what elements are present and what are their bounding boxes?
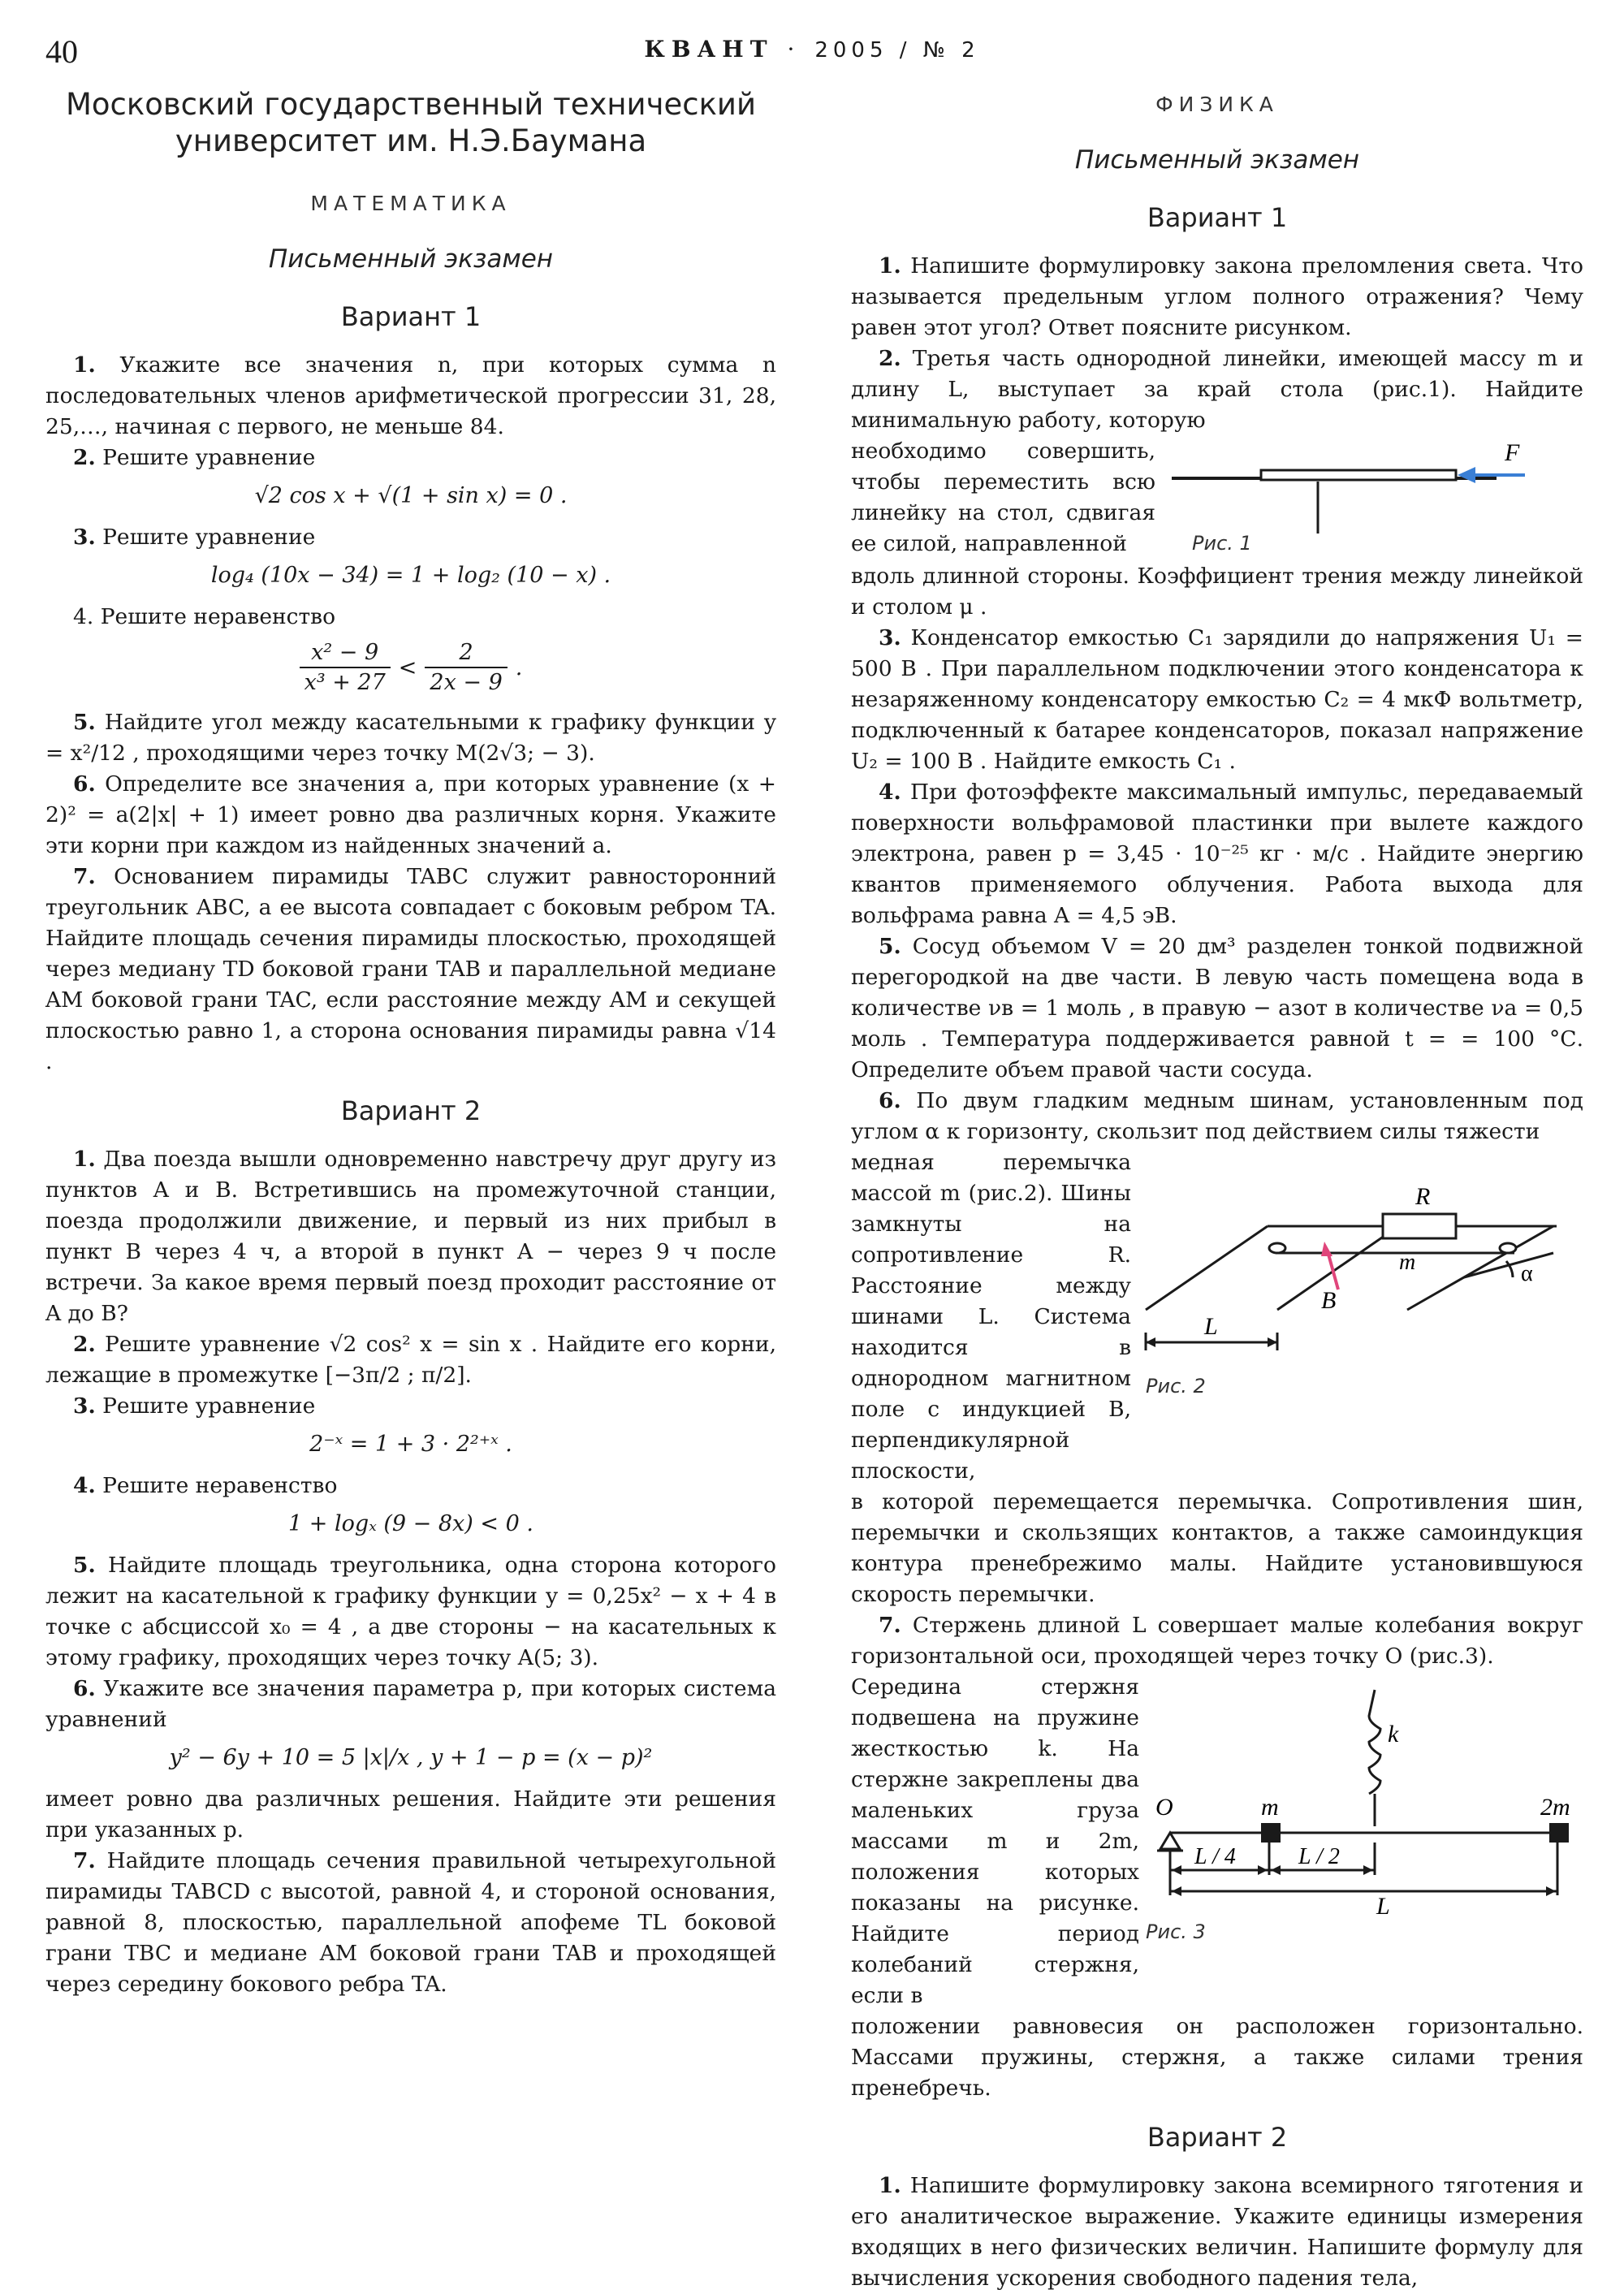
variant-2-math-title: Вариант 2 bbox=[340, 1095, 482, 1126]
variant-1-physics-title: Вариант 1 bbox=[1147, 202, 1288, 233]
figure-1-caption: Рис. 1 bbox=[1192, 532, 1252, 555]
arrowhead-icon bbox=[1363, 1865, 1373, 1875]
contact-right bbox=[1500, 1243, 1516, 1253]
running-header bbox=[0, 36, 1624, 63]
university-line-2: университет им. Н.Э.Баумана bbox=[175, 123, 647, 158]
math-v2-formula-3: 2⁻ˣ = 1 + 3 · 2²⁺ˣ . bbox=[309, 1432, 512, 1457]
fraction-denominator: x³ + 27 bbox=[300, 667, 391, 698]
crossbar-mass-label: m bbox=[1399, 1250, 1416, 1275]
math-v1-problem-4: 4. Решите неравенство bbox=[73, 604, 336, 629]
phys-v1-problem-7-with-figure bbox=[851, 1672, 1583, 2011]
physics-column bbox=[851, 81, 1583, 2294]
figure-1-drawing bbox=[1155, 436, 1578, 558]
mass-2m-label: 2m bbox=[1540, 1794, 1570, 1821]
issue-number: 2005 / № 2 bbox=[814, 38, 980, 63]
force-label: F bbox=[1505, 439, 1520, 466]
phys-v1-problem-2: 2. Третья часть однородной линейки, имеющей массу m и длину L, выступает за край стола (рис.1). Найдите минимальную работу, которую bbox=[851, 346, 1583, 433]
resistor-label: R bbox=[1415, 1183, 1431, 1210]
figure-3 bbox=[1139, 1672, 1583, 1951]
phys-v1-problem-2-end: вдоль длинной стороны. Коэффициент трения между линейкой и столом μ . bbox=[851, 564, 1583, 620]
math-v1-problem-7: 7. Основанием пирамиды TABC служит равносторонний треугольник ABC, а ее высота совпадает с боковым ребром TA. Найдите площадь сечения пирамиды плоскостью, проходящей через медиану TD боковой грани TAB и параллельной медиане AM боковой грани TAC, если расстояние между AM и секущей плоскостью равно 1, а сторона основания пирамиды равна √14 . bbox=[45, 864, 776, 1074]
ruler-shape bbox=[1261, 470, 1456, 480]
subject-heading-math: МАТЕМАТИКА bbox=[310, 192, 512, 215]
less-than-sign: < bbox=[398, 655, 417, 680]
dim-arrowhead-left-icon bbox=[1146, 1337, 1155, 1347]
math-v2-problem-1: 1. Два поезда вышли одновременно навстречу друг другу из пунктов A и B. Встретившись на промежуточной станции, поезда продолжили движение, и первый из них прибыл в пункт B через 4 ч, а второй в пункт A − через 9 ч после встречи. За какое время первый поезд проходит расстояние от A до B? bbox=[45, 1147, 776, 1326]
variant-2-physics-title: Вариант 2 bbox=[1147, 2122, 1288, 2153]
phys-v1-problem-6-with-figure bbox=[851, 1147, 1583, 1487]
magnetic-field-arrowhead-icon bbox=[1321, 1242, 1332, 1256]
phys-v1-problem-7-wrap: Середина стержня подвешена на пружине жесткостью k. На стержне закреплены два маленьких груза массами m и 2m, положения которых показаны на рисунке. Найдите период колебаний стержня, если в bbox=[851, 1674, 1139, 2008]
math-v1-problem-6: 6. Определите все значения a, при которых уравнение (x + 2)² = a(2|x| + 1) имеет ровно два различных корня. Укажите эти корни при каждом из найденных значений a. bbox=[45, 771, 776, 858]
math-v1-problem-5: 5. Найдите угол между касательными к графику функции y = x²/12 , проходящими через точку M(2√3; − 3). bbox=[45, 710, 776, 766]
math-v2-problem-4: 4. Решите неравенство bbox=[73, 1473, 338, 1498]
math-column bbox=[45, 81, 776, 2000]
force-arrowhead-icon bbox=[1458, 467, 1475, 483]
math-v1-problem-3: 3. Решите уравнение bbox=[73, 525, 316, 550]
math-v1-formula-4 bbox=[45, 639, 776, 698]
phys-v1-problem-6: 6. По двум гладким медным шинам, установленным под углом α к горизонту, скользит под действием силы тяжести bbox=[851, 1088, 1583, 1144]
full-length-label: L bbox=[1376, 1893, 1390, 1920]
induction-label: B bbox=[1321, 1287, 1337, 1314]
mass-2m-block bbox=[1549, 1823, 1569, 1843]
exam-heading-math: Письменный экзамен bbox=[268, 244, 554, 274]
university-line-1: Московский государственный технический bbox=[65, 87, 757, 122]
math-v1-formula-3: log₄ (10x − 34) = 1 + log₂ (10 − x) . bbox=[210, 563, 611, 588]
phys-v1-problem-3: 3. Конденсатор емкостью C₁ зарядили до напряжения U₁ = 500 В . При параллельном подключении этого конденсатора к незаряженному конденсатору емкостью C₂ = 4 мкФ вольтметр, подключенный к батарее конденсаторов, показал напряжение U₂ = 100 В . Найдите емкость C₁ . bbox=[851, 625, 1583, 774]
arrowhead-icon bbox=[1172, 1886, 1181, 1896]
math-v2-problem-2: 2. Решите уравнение √2 cos² x = sin x . Найдите его корни, лежащие в промежутке [−3π/2 ; π/2]. bbox=[45, 1332, 776, 1388]
math-v2-problem-6-cont: имеет ровно два различных решения. Найдите эти решения при указанных p. bbox=[45, 1786, 776, 1843]
arrowhead-icon bbox=[1172, 1865, 1181, 1875]
resistor-shape bbox=[1383, 1214, 1456, 1238]
mass-m-block bbox=[1261, 1823, 1281, 1843]
journal-name: КВАНТ bbox=[644, 36, 774, 63]
half-length-label: L / 2 bbox=[1298, 1844, 1340, 1869]
pivot-icon bbox=[1160, 1833, 1180, 1849]
quarter-length-label: L / 4 bbox=[1194, 1844, 1236, 1869]
mass-m-label: m bbox=[1261, 1794, 1279, 1821]
spring-icon bbox=[1369, 1690, 1380, 1826]
page-number: 40 bbox=[45, 33, 78, 70]
math-v2-problem-7: 7. Найдите площадь сечения правильной четырехугольной пирамиды TABCD с высотой, равной 4, и стороной основания, равной 8, плоскостью, параллельной апофеме TL боковой грани TBC и медиане AM боковой грани TAB и проходящей через середину бокового ребра TA. bbox=[45, 1848, 776, 1997]
math-v2-problem-5: 5. Найдите площадь треугольника, одна сторона которого лежит на касательной к графику функции y = 0,25x² − x + 4 в точке с абсциссой x₀ = 4 , а две стороны − на касательных к этому графику, проходящих через точку A(5; 3). bbox=[45, 1553, 776, 1670]
fraction-numerator: 2 bbox=[459, 640, 473, 665]
math-v2-problem-6: 6. Укажите все значения параметра p, при которых система уравнений bbox=[45, 1676, 776, 1732]
arrowhead-icon bbox=[1271, 1865, 1281, 1875]
figure-2-caption: Рис. 2 bbox=[1146, 1375, 1206, 1398]
math-v1-formula-2: √2 cos x + √(1 + sin x) = 0 . bbox=[254, 483, 568, 508]
formula-period: . bbox=[515, 655, 523, 680]
arrowhead-icon bbox=[1546, 1886, 1556, 1896]
left-rail bbox=[1146, 1226, 1268, 1310]
fraction-numerator: x² − 9 bbox=[311, 640, 379, 665]
math-v2-problem-3: 3. Решите уравнение bbox=[73, 1393, 316, 1419]
header-separator: · bbox=[787, 36, 801, 63]
contact-left bbox=[1269, 1243, 1285, 1253]
figure-2-drawing bbox=[1131, 1147, 1578, 1415]
figure-3-caption: Рис. 3 bbox=[1146, 1920, 1206, 1943]
math-v2-formula-4: 1 + logₓ (9 − 8x) < 0 . bbox=[288, 1511, 533, 1536]
phys-v1-problem-2-with-figure bbox=[851, 436, 1583, 561]
length-label: L bbox=[1204, 1313, 1218, 1340]
angle-label: α bbox=[1521, 1261, 1533, 1286]
figure-1 bbox=[1155, 436, 1583, 561]
exam-heading-physics: Письменный экзамен bbox=[1074, 145, 1360, 175]
phys-v1-problem-2-wrap: необходимо совершить, чтобы переместить всю линейку на стол, сдвигая ее силой, направленной bbox=[851, 438, 1155, 556]
phys-v1-problem-7-end: положении равновесия он расположен горизонтально. Массами пружины, стержня, а также силами трения пренебречь. bbox=[851, 2014, 1583, 2101]
phys-v2-problem-1: 1. Напишите формулировку закона всемирного тяготения и его аналитическое выражение. Укажите единицы измерения входящих в него физических величин. Напишите формулу для вычисления ускорения свободного падения тела, bbox=[851, 2173, 1583, 2291]
phys-v1-problem-7: 7. Стержень длиной L совершает малые колебания вокруг горизонтальной оси, проходящей через точку O (рис.3). bbox=[851, 1613, 1583, 1669]
arrowhead-icon bbox=[1258, 1865, 1268, 1875]
subject-heading-physics: ФИЗИКА bbox=[1155, 93, 1279, 116]
math-v1-problem-1: 1. Укажите все значения n, при которых сумма n последовательных членов арифметической прогрессии 31, 28, 25,…, начиная с первого, не меньше 84. bbox=[45, 352, 776, 439]
magnetic-field-arrow-icon bbox=[1328, 1251, 1338, 1290]
figure-3-drawing bbox=[1139, 1672, 1578, 1948]
variant-1-math-title: Вариант 1 bbox=[340, 301, 482, 332]
phys-v1-problem-4: 4. При фотоэффекте максимальный импульс, передаваемый поверхности вольфрамовой пластинки при вылете каждого электрона, равен p = 3,45 · 10⁻²⁵ кг · м/с . Найдите энергию квантов применяемого облучения. Работа выхода для вольфрама равна A = 4,5 эВ. bbox=[851, 780, 1583, 928]
phys-v1-problem-6-end: в которой перемещается перемычка. Сопротивления шин, перемычки и скользящих контактов, а также самоиндукция контура пренебрежимо малы. Найдите установившуюся скорость перемычки. bbox=[851, 1489, 1583, 1607]
phys-v1-problem-5: 5. Сосуд объемом V = 20 дм³ разделен тонкой подвижной перегородкой на две части. В левую часть помещена вода в количестве νв = 1 моль , в правую − азот в количестве νа = 0,5 моль . Температура поддерживается равной t = = 100 °С. Определите объем правой части сосуда. bbox=[851, 934, 1583, 1082]
spring-label: k bbox=[1388, 1721, 1399, 1748]
phys-v1-problem-6-wrap: медная перемычка массой m (рис.2). Шины замкнуты на сопротивление R. Расстояние между шинами L. Система находится в однородном магнитном поле с индукцией B, перпендикулярной плоскости, bbox=[851, 1150, 1131, 1484]
math-v2-formula-6: y² − 6y + 10 = 5 |x|/x , y + 1 − p = (x − p)² bbox=[169, 1745, 653, 1770]
fraction-denominator: 2x − 9 bbox=[425, 667, 507, 698]
figure-2 bbox=[1131, 1147, 1583, 1419]
dim-arrowhead-right-icon bbox=[1268, 1337, 1277, 1347]
pivot-label: O bbox=[1155, 1794, 1173, 1821]
phys-v1-problem-1: 1. Напишите формулировку закона преломления света. Что называется предельным углом полного отражения? Чему равен этот угол? Ответ поясните рисунком. bbox=[851, 253, 1583, 340]
math-v1-problem-2: 2. Решите уравнение bbox=[73, 445, 316, 470]
university-title bbox=[45, 86, 776, 159]
